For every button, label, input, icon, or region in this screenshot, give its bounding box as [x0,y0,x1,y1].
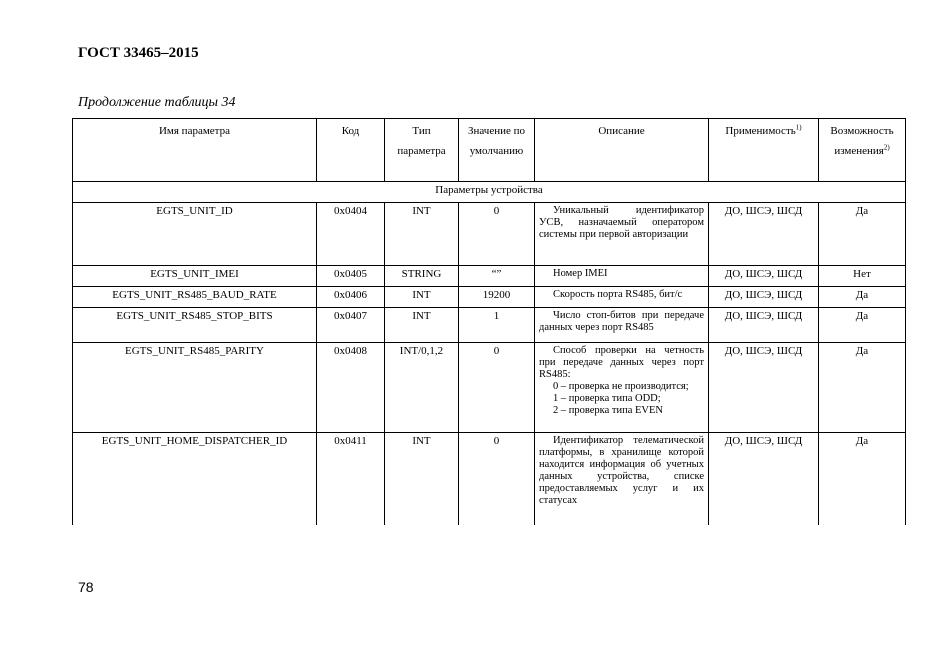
column-header-type [385,119,459,182]
param-applicability-cell: ДО, ШСЭ, ШСД [709,287,819,308]
param-type-cell: INT [385,203,459,266]
param-applicability-cell: ДО, ШСЭ, ШСД [709,343,819,433]
column-header-changeable [819,119,906,182]
column-header-name [73,119,317,182]
param-changeable-cell: Да [819,287,906,308]
param-code-cell: 0x0405 [317,266,385,287]
param-description-cell [535,343,709,433]
param-default-cell: “” [459,266,535,287]
page-number: 78 [78,579,94,595]
param-type-cell: INT [385,308,459,343]
param-description-cell: Номер IMEI [535,266,709,287]
description-option-line: 0 – проверка не производится; [553,381,689,392]
param-code-cell: 0x0406 [317,287,385,308]
column-header-label: Код [341,125,360,137]
column-header-code [317,119,385,182]
param-code-cell: 0x0411 [317,433,385,526]
column-header-label: Возможность изменения [830,125,894,157]
param-changeable-cell: Да [819,308,906,343]
parameters-table [72,118,906,525]
table-row [73,203,906,266]
table-row [73,343,906,433]
table-caption: Продолжение таблицы 34 [78,95,236,110]
column-header-applicability [709,119,819,182]
column-header-label: Применимость [725,125,796,137]
param-default-cell: 19200 [459,287,535,308]
param-type-cell: INT [385,433,459,526]
param-applicability-cell: ДО, ШСЭ, ШСД [709,308,819,343]
param-name-cell: EGTS_UNIT_IMEI [73,266,317,287]
param-applicability-cell: ДО, ШСЭ, ШСД [709,266,819,287]
param-type-cell: INT [385,287,459,308]
description-text: Способ проверки на четность при передаче данных через порт RS485: [539,345,704,380]
footnote-marker: 2) [883,143,890,152]
table-row [73,308,906,343]
param-name-cell: EGTS_UNIT_RS485_BAUD_RATE [73,287,317,308]
param-default-cell: 0 [459,433,535,526]
param-default-cell: 0 [459,203,535,266]
param-default-cell: 0 [459,343,535,433]
table-row [73,287,906,308]
table-header-row [73,119,906,182]
param-changeable-cell: Да [819,433,906,526]
footnote-marker: 1) [795,123,802,132]
param-description-cell: Идентификатор телематической платформы, в хранилище которой находится информация об учетных данных устройства, списке предоставляемых услуг и их статусах [535,433,709,526]
param-name-cell: EGTS_UNIT_RS485_PARITY [73,343,317,433]
section-title: Параметры устройства [73,182,906,203]
param-changeable-cell: Да [819,343,906,433]
param-description-cell: Уникальный идентификатор УСВ, назначаемый оператором системы при первой авторизации [535,203,709,266]
table-row [73,266,906,287]
param-name-cell: EGTS_UNIT_ID [73,203,317,266]
column-header-label: Значение по умолчанию [467,125,526,157]
param-code-cell: 0x0408 [317,343,385,433]
description-option-line: 1 – проверка типа ODD; [553,393,661,404]
column-header-label: Тип параметра [397,125,446,157]
column-header-label: Описание [598,125,645,137]
param-code-cell: 0x0407 [317,308,385,343]
param-name-cell: EGTS_UNIT_HOME_DISPATCHER_ID [73,433,317,526]
param-default-cell: 1 [459,308,535,343]
param-changeable-cell: Нет [819,266,906,287]
table-row [73,433,906,526]
column-header-default [459,119,535,182]
param-description-cell: Скорость порта RS485, бит/с [535,287,709,308]
document-title: ГОСТ 33465–2015 [78,45,199,61]
param-code-cell: 0x0404 [317,203,385,266]
param-applicability-cell: ДО, ШСЭ, ШСД [709,433,819,526]
description-option-line: 2 – проверка типа EVEN [553,405,664,416]
param-type-cell: INT/0,1,2 [385,343,459,433]
section-row [73,182,906,203]
param-type-cell: STRING [385,266,459,287]
param-name-cell: EGTS_UNIT_RS485_STOP_BITS [73,308,317,343]
param-applicability-cell: ДО, ШСЭ, ШСД [709,203,819,266]
column-header-label: Имя параметра [158,125,231,137]
column-header-description [535,119,709,182]
param-changeable-cell: Да [819,203,906,266]
param-description-cell: Число стоп-битов при передаче данных через порт RS485 [535,308,709,343]
